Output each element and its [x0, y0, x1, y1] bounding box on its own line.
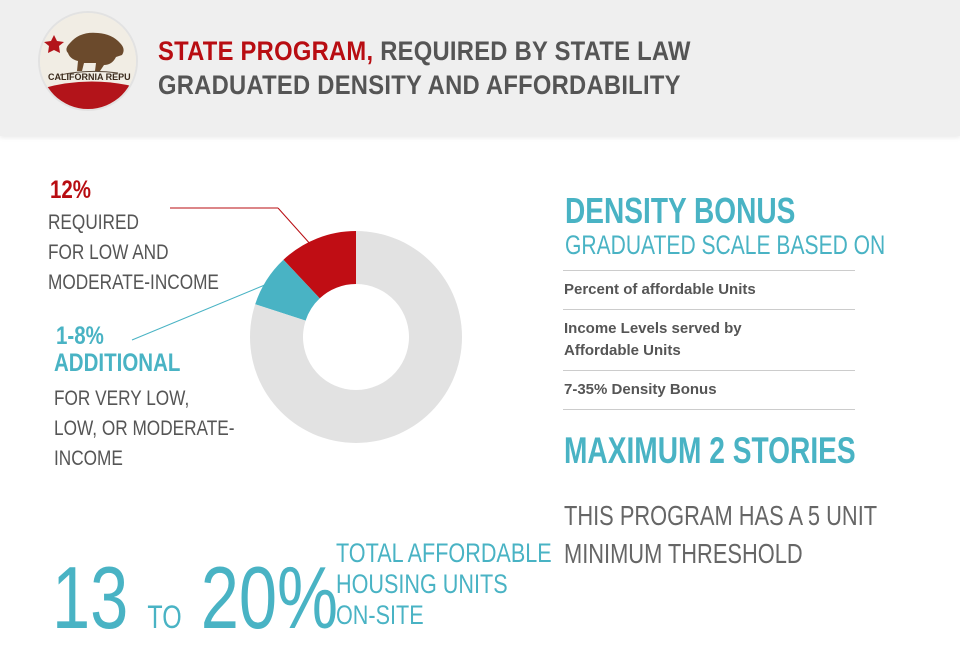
list-item-text: Affordable Units	[564, 342, 681, 359]
additional-percent: 1-8%	[56, 322, 104, 350]
additional-line: FOR VERY LOW,	[54, 387, 190, 410]
total-line: ON-SITE	[336, 600, 424, 630]
required-line: REQUIRED	[48, 211, 139, 234]
donut-chart	[130, 180, 470, 450]
seal-text: CALIFORNIA REPU	[48, 72, 131, 82]
range-to: TO	[147, 599, 182, 635]
header-banner	[0, 0, 960, 136]
density-bonus-title: DENSITY BONUS	[565, 190, 796, 231]
range-low: 13	[52, 548, 129, 647]
threshold-line: THIS PROGRAM HAS A 5 UNIT	[564, 500, 878, 531]
list-item-text: 7-35% Density Bonus	[564, 381, 717, 398]
threshold-line: MINIMUM THRESHOLD	[564, 538, 803, 569]
required-leader-line-end	[278, 208, 312, 246]
total-affordable-description	[336, 538, 552, 631]
density-factor-list	[563, 270, 855, 410]
page-subtitle: GRADUATED DENSITY AND AFFORDABILITY	[158, 70, 681, 100]
required-line: FOR LOW AND	[48, 241, 169, 264]
maximum-stories-title: MAXIMUM 2 STORIES	[564, 430, 856, 471]
california-flag-seal	[38, 11, 138, 111]
bear-flag-icon	[40, 13, 136, 109]
list-item	[563, 371, 855, 410]
title-rest: REQUIRED BY STATE LAW	[373, 36, 691, 66]
total-percent-range	[52, 548, 338, 667]
list-item	[563, 271, 855, 310]
title-highlight: STATE PROGRAM,	[158, 36, 374, 66]
total-line: TOTAL AFFORDABLE	[336, 538, 552, 568]
required-line: MODERATE-INCOME	[48, 271, 219, 294]
additional-line: INCOME	[54, 447, 123, 470]
minimum-threshold-text	[564, 497, 877, 573]
total-line: HOUSING UNITS	[336, 569, 508, 599]
required-percent: 12%	[50, 176, 92, 204]
page-title	[158, 36, 691, 67]
additional-line: LOW, OR MODERATE-	[54, 417, 235, 440]
list-item-text: Percent of affordable Units	[564, 281, 756, 298]
additional-label: ADDITIONAL	[54, 349, 181, 377]
list-item-text: Income Levels served by	[564, 320, 742, 337]
range-high: 20%	[200, 548, 339, 647]
density-bonus-subtitle: GRADUATED SCALE BASED ON	[565, 230, 886, 260]
list-item	[563, 310, 855, 371]
